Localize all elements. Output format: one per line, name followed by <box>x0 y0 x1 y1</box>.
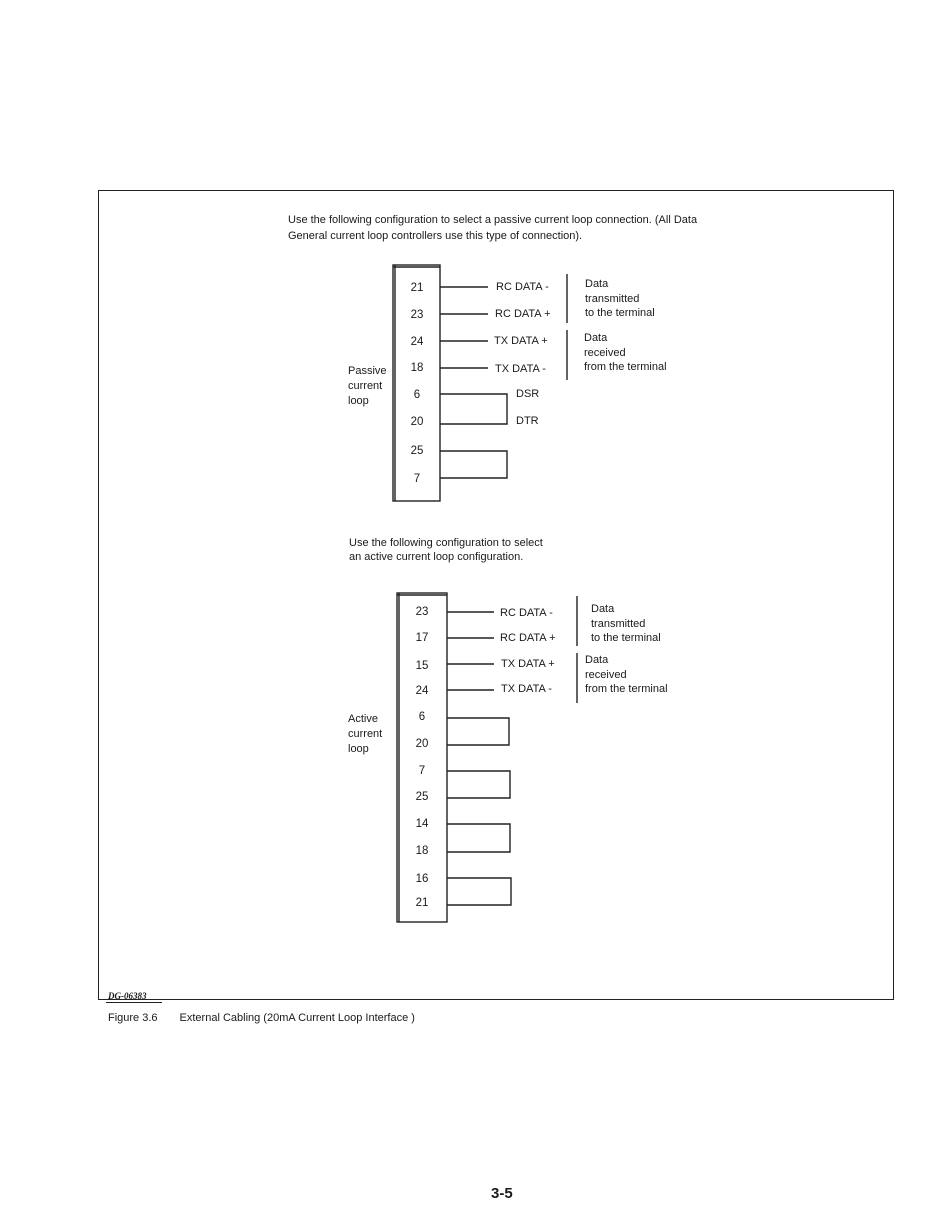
passive-dsr-label: DSR <box>516 388 540 400</box>
passive-intro-line1: Use the following configuration to select a passive current loop connection. (All Data <box>288 214 698 226</box>
active-pin: 6 <box>418 711 426 723</box>
passive-group-received <box>584 331 667 375</box>
group-line: from the terminal <box>584 361 667 373</box>
passive-rc-plus-label: RC DATA + <box>495 308 551 320</box>
figure-number: Figure 3.6 <box>108 1012 158 1024</box>
active-pin: 24 <box>415 685 429 697</box>
active-tx-minus-label: TX DATA - <box>501 683 552 695</box>
passive-pin: 20 <box>410 416 424 428</box>
group-line: transmitted <box>585 292 640 305</box>
active-intro-line2: an active current loop configuration. <box>349 551 524 563</box>
side-label-line: current <box>348 728 383 740</box>
group-line: Data <box>585 278 609 290</box>
active-rc-plus-label: RC DATA + <box>500 632 556 644</box>
passive-pin: 7 <box>413 473 421 485</box>
passive-pin: 23 <box>410 309 424 321</box>
group-line: received <box>585 668 627 681</box>
group-line: Data <box>584 332 608 344</box>
side-label-line: current <box>348 380 383 392</box>
passive-pin: 25 <box>410 445 424 457</box>
side-label-line: loop <box>348 395 369 407</box>
active-tx-plus-label: TX DATA + <box>501 658 555 670</box>
group-line: Data <box>591 603 615 615</box>
group-line: received <box>584 346 626 359</box>
passive-pin: 21 <box>410 282 424 294</box>
active-pin: 20 <box>415 738 429 750</box>
page-number: 3-5 <box>491 1185 513 1202</box>
active-pin: 14 <box>415 818 429 830</box>
passive-side-label <box>348 364 387 408</box>
passive-tx-minus-label: TX DATA - <box>495 363 546 375</box>
active-pin: 21 <box>415 897 429 909</box>
passive-pin: 18 <box>410 362 424 374</box>
figure-id-rule <box>106 1002 162 1003</box>
active-pin: 18 <box>415 845 429 857</box>
active-intro-line1: Use the following configuration to select <box>349 537 543 549</box>
group-line: from the terminal <box>585 683 668 695</box>
group-line: to the terminal <box>591 632 661 644</box>
passive-rc-minus-label: RC DATA - <box>496 281 549 293</box>
passive-intro-line2: General current loop controllers use this type of connection). <box>288 230 583 242</box>
passive-pin: 24 <box>410 336 424 348</box>
passive-group-transmitted <box>585 277 655 321</box>
passive-pin: 6 <box>413 389 421 401</box>
active-rc-minus-label: RC DATA - <box>500 607 553 619</box>
active-pin: 7 <box>418 765 426 777</box>
passive-tx-plus-label: TX DATA + <box>494 335 548 347</box>
active-side-label <box>348 712 382 756</box>
active-intro <box>349 536 543 564</box>
passive-dtr-label: DTR <box>516 415 539 427</box>
active-group-received <box>585 653 668 697</box>
figure-caption-text: External Cabling (20mA Current Loop Interface ) <box>179 1012 415 1024</box>
figure-id: DG-06383 <box>108 991 147 1001</box>
passive-connector <box>393 265 440 501</box>
active-pin: 15 <box>415 660 429 672</box>
figure-caption <box>108 1012 415 1024</box>
group-line: Data <box>585 654 609 666</box>
side-label-line: Active <box>348 713 378 725</box>
group-line: to the terminal <box>585 307 655 319</box>
side-label-line: loop <box>348 743 369 755</box>
active-pin: 16 <box>415 873 429 885</box>
active-pin: 25 <box>415 791 429 803</box>
side-label-line: Passive <box>348 365 387 377</box>
active-pin: 17 <box>415 632 429 644</box>
group-line: transmitted <box>591 617 646 630</box>
active-pin: 23 <box>415 606 429 618</box>
active-group-transmitted <box>591 602 661 646</box>
